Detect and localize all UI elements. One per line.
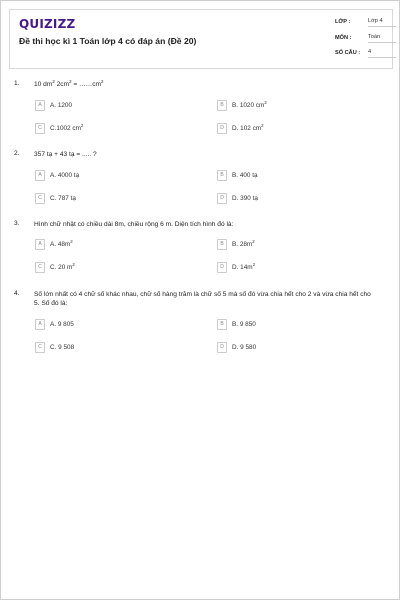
question-3 [14, 220, 384, 230]
page-title: Đề thi học kì 1 Toán lớp 4 có đáp án (Đề 20) [19, 36, 197, 46]
question-number: 2. [14, 150, 20, 157]
option-letter-box: D [217, 262, 227, 273]
meta-value-question-count: 4 [368, 49, 396, 58]
meta-label-class: LỚP : [335, 19, 351, 25]
option-letter-box: C [35, 262, 45, 273]
question-number: 4. [14, 290, 20, 297]
question-text: 357 tạ + 43 tạ = ..... ? [34, 151, 97, 158]
worksheet-header [9, 9, 393, 69]
option-letter-box: A [35, 170, 45, 181]
worksheet-page: QUIZIZZ Đề thi học kì 1 Toán lớp 4 có đáp án (Đề 20) LỚP : Lớp 4 MÔN : Toán SỐ CÂU : 4 1. 10 $dm^2$ $2cm^2$ = $\dots\dots cm^2$ A A. 1200 B B. 1020 $cm^2$ C C.1002 $cm^2$ D D. 102 $cm^2$ 2. 357 tạ + 43 tạ = ..... ? A A. 4000 tạ B B. 400 tạ C C. 787 tạ D D. 390 tạ 3. Hình chữ nhật có chiều dài 8m, chiều rộng 6 m. Diện tích hình đó là: A A. $48m^2$ B B. $28m^2$ C C. 20 $m^2$ D D. $14m^2$ 4. Số lớn nhất có 4 chữ số khác nhau, chữ số hàng trăm là chữ số 5 mà số đó vừa chia hết cho 2 và vừa chia hết cho 5. Số đó là: A A. 9 805 B B. 9 850 C C. 9 508 D D. 9 580 [0, 0, 400, 600]
meta-label-question-count: SỐ CÂU : [335, 50, 361, 56]
meta-value-class: Lớp 4 [368, 18, 396, 27]
option-letter-box: A [35, 100, 45, 111]
question-text: Số lớn nhất có 4 chữ số khác nhau, chữ số hàng trăm là chữ số 5 mà số đó vừa chia hết cho 2 và vừa chia hết cho 5. Số đó là: [34, 291, 371, 307]
option-letter-box: D [217, 342, 227, 353]
question-1 [14, 80, 384, 90]
option-letter-box: A [35, 239, 45, 250]
option-letter-box: C [35, 193, 45, 204]
question-number: 3. [14, 220, 20, 227]
meta-label-subject: MÔN : [335, 35, 352, 41]
option-letter-box: C [35, 123, 45, 134]
option-letter-box: D [217, 193, 227, 204]
quizizz-logo: QUIZIZZ [19, 17, 76, 31]
option-letter-box: C [35, 342, 45, 353]
question-4 [14, 290, 388, 310]
question-number: 1. [14, 80, 20, 87]
option-letter-box: B [217, 170, 227, 181]
option-letter-box: D [217, 123, 227, 134]
option-letter-box: B [217, 239, 227, 250]
question-text: 10 $dm^2$ $2cm^2$ = $\dots\dots cm^2$ [34, 79, 104, 88]
question-2 [14, 150, 384, 160]
option-letter-box: B [217, 319, 227, 330]
meta-value-subject: Toán [368, 34, 396, 43]
option-letter-box: B [217, 100, 227, 111]
question-text: Hình chữ nhật có chiều dài 8m, chiều rộng 6 m. Diện tích hình đó là: [34, 221, 234, 228]
option-letter-box: A [35, 319, 45, 330]
